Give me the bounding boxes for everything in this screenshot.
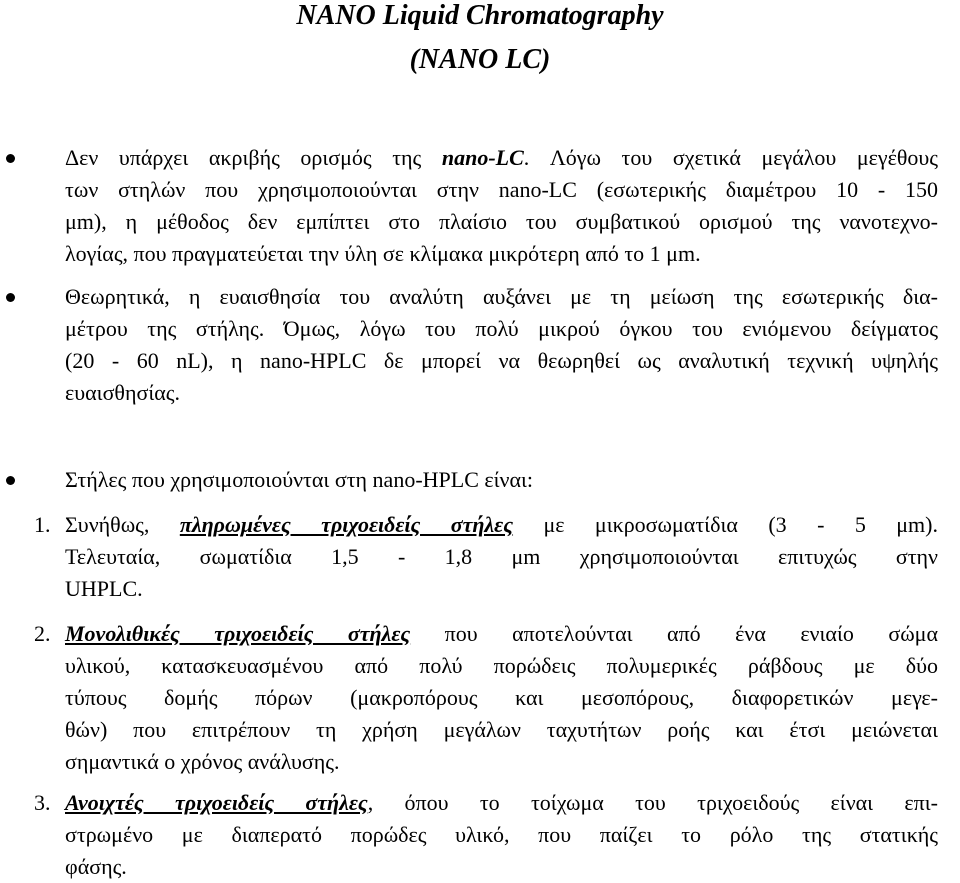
bullet-1-line-2: των στηλών που χρησιμοποιούνται στην nano-LC (εσωτερικής διαμέτρου 10 - 150 [65,177,938,202]
item-2-line-4: θών) που επιτρέπουν τη χρήση μεγάλων ταχυτήτων ροής και έτσι μειώνεται [65,717,938,742]
bullet-1-line-3: μm), η μέθοδος δεν εμπίπτει στο πλαίσιο του συμβατικού ορισμού της νανοτεχνο- [65,209,938,234]
bullet-1-line-1 [65,142,938,174]
item-2-line-3: τύπους δομής πόρων (μακροπόρους και μεσοπόρους, διαφορετικών μεγε- [65,685,938,710]
item-2-line-1 [34,618,938,650]
bullet-1-line-4: λογίας, που πραγματεύεται την ύλη σε κλίμακα μικρότερη από το 1 μm. [65,241,701,266]
item-number: 2. [34,621,51,646]
numbered-item-3 [34,787,938,883]
item-number: 1. [34,512,51,537]
emphasis-term: Μονολιθικές τριχοειδείς στήλες [65,621,411,646]
text-run: με μικροσωματίδια (3 - 5 μm). [513,512,938,537]
numbered-item-2 [34,618,938,778]
item-2-line-5: σημαντικά ο χρόνος ανάλυσης. [65,749,340,774]
bullet-dot-icon [6,293,15,302]
bullet-3-line-1: Στήλες που χρησιμοποιούνται στη nano-HPLC είναι: [65,467,534,492]
item-number: 3. [34,790,51,815]
text-run: που αποτελούνται από ένα ενιαίο σώμα [410,621,938,646]
text-run: , όπου το τοίχωμα του τριχοειδούς είναι επι- [367,790,938,815]
bullet-dot-icon [6,476,15,485]
item-1-line-2: Τελευταία, σωματίδια 1,5 - 1,8 μm χρησιμοποιούνται επιτυχώς στην [65,544,938,569]
item-2-line-2: υλικού, κατασκευασμένου από πολύ πορώδεις πολυμερικές ράβδους με δύο [65,653,938,678]
emphasis-term: Ανοιχτές τριχοειδείς στήλες [65,790,368,815]
bullet-3-text [65,464,938,496]
item-1-line-3: UHPLC. [65,576,143,601]
text-run: Δεν υπάρχει ακριβής ορισμός της [65,145,442,170]
bullet-2-line-4: ευαισθησίας. [65,380,180,405]
bullet-2-line-3: (20 - 60 nL), η nano-HPLC δε μπορεί να θεωρηθεί ως αναλυτική τεχνική υψηλής [65,348,938,373]
item-1-line-1 [34,509,938,541]
emphasis-term: πληρωμένες τριχοειδείς στήλες [179,512,514,537]
text-run: . Λόγω του σχετικά μεγάλου μεγέθους [523,145,938,170]
numbered-item-1 [34,509,938,605]
item-3-line-1 [34,787,938,819]
bullet-2-line-1: Θεωρητικά, η ευαισθησία του αναλύτη αυξάνει με τη μείωση της εσωτερικής δια- [65,284,938,309]
item-3-line-3: φάσης. [65,854,127,879]
bullet-2-text [65,281,938,409]
title-line-1: NANO Liquid Chromatography [296,0,664,31]
emphasis-term: nano-LC [441,145,524,170]
title-line-2: (NANO LC) [409,44,551,75]
item-3-line-2: στρωμένο με διαπερατό πορώδες υλικό, που παίζει το ρόλο της στατικής [65,822,938,847]
bullet-2-line-2: μέτρου της στήλης. Όμως, λόγω του πολύ μικρού όγκου του ενιόμενου δείγματος [65,316,938,341]
bullet-1-text [65,142,938,270]
text-run: Συνήθως, [65,512,180,537]
bullet-dot-icon [6,154,15,163]
